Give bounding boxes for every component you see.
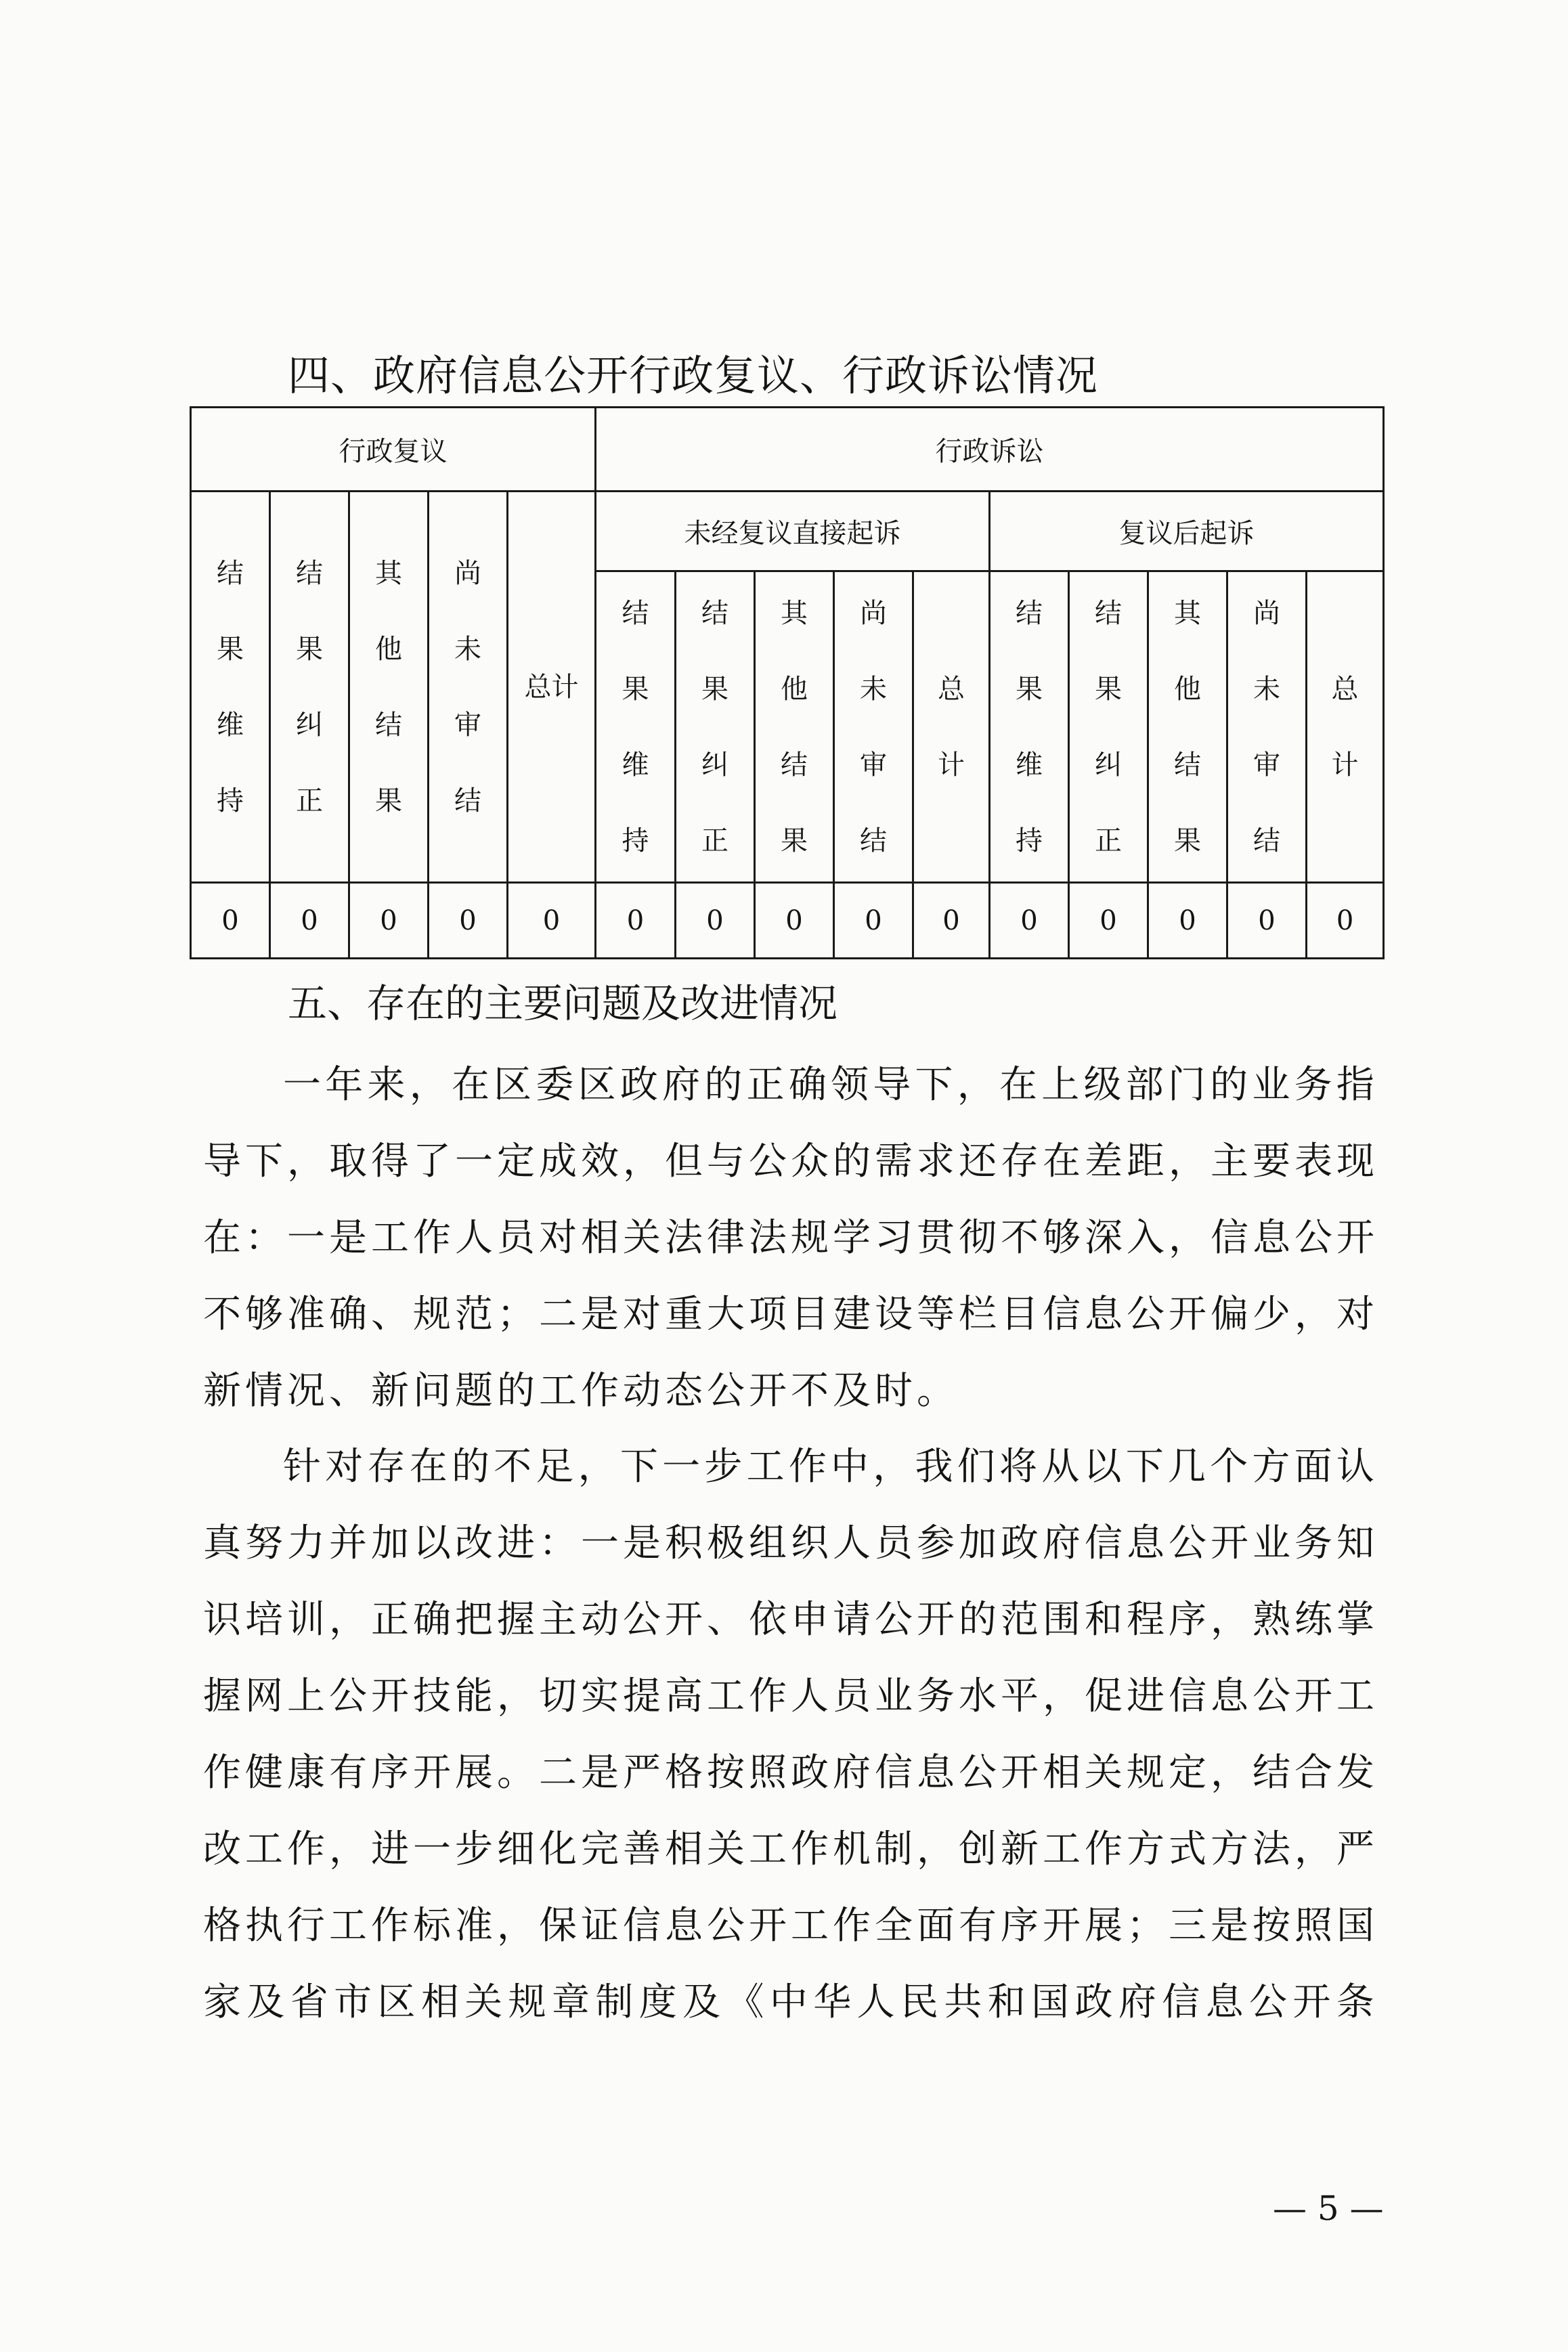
text-line: 家 及 省 市 区 相 关 规 章 制 度 及 《 中 华 人 民 共 和 国 政 府 信 息 公 开 条 (203, 1980, 1374, 2024)
after-col-header: 结果纠正 (1069, 571, 1148, 883)
text-line: 导 下 ， 取 得 了 一 定 成 效 ， 但 与 公 众 的 需 求 还 存 在 差 距 ， 主 要 表 现 (203, 1139, 1374, 1183)
direct-col-header: 总计 (913, 571, 990, 883)
value-cell: 0 (676, 883, 755, 959)
value-cell: 0 (1307, 883, 1384, 959)
direct-col-header: 结果纠正 (676, 571, 755, 883)
section-4-title: 四、政府信息公开行政复议、行政诉讼情况 (288, 351, 1099, 400)
page-number: — 5 — (1273, 2189, 1384, 2228)
review-col-header: 结果纠正 (270, 492, 349, 883)
value-cell: 0 (596, 883, 676, 959)
after-review-suit-header: 复议后起诉 (990, 492, 1384, 571)
value-cell: 0 (913, 883, 990, 959)
text-line: 格 执 行 工 作 标 准 ， 保 证 信 息 公 开 工 作 全 面 有 序 开 展 ； 三 是 按 照 国 (203, 1904, 1374, 1948)
admin-litigation-header: 行政诉讼 (596, 408, 1384, 492)
text-line: 改 工 作 ， 进 一 步 细 化 完 善 相 关 工 作 机 制 ， 创 新 工 作 方 式 方 法 ， 严 (203, 1827, 1374, 1871)
value-cell: 0 (1227, 883, 1307, 959)
review-col-header: 尚未审结 (429, 492, 508, 883)
review-litigation-table (190, 406, 1385, 959)
admin-review-header: 行政复议 (191, 408, 596, 492)
direct-col-header: 其他结果 (755, 571, 834, 883)
value-cell: 0 (1069, 883, 1148, 959)
direct-suit-header: 未经复议直接起诉 (596, 492, 990, 571)
value-cell: 0 (834, 883, 913, 959)
after-col-header: 总计 (1307, 571, 1384, 883)
text-line: 不 够 准 确 、 规 范 ； 二 是 对 重 大 项 目 建 设 等 栏 目 信 息 公 开 偏 少 ， 对 (203, 1292, 1374, 1336)
text-line: 一 年 来 ， 在 区 委 区 政 府 的 正 确 领 导 下 ， 在 上 级 部 门 的 业 务 指 (283, 1063, 1374, 1107)
value-cell: 0 (990, 883, 1069, 959)
value-cell: 0 (270, 883, 349, 959)
review-total-header: 总计 (508, 492, 596, 883)
text-line: 识 培 训 ， 正 确 把 握 主 动 公 开 、 依 申 请 公 开 的 范 围 和 程 序 ， 熟 练 掌 (203, 1598, 1374, 1642)
section-5-title: 五、存在的主要问题及改进情况 (288, 980, 838, 1026)
value-cell: 0 (191, 883, 270, 959)
text-line: 新情况、新问题的工作动态公开不及时。 (203, 1369, 959, 1413)
after-col-header: 其他结果 (1148, 571, 1227, 883)
paragraph-improvements (203, 1429, 1374, 2041)
review-col-header: 其他结果 (349, 492, 429, 883)
value-cell: 0 (508, 883, 596, 959)
value-cell: 0 (1148, 883, 1227, 959)
after-col-header: 尚未审结 (1227, 571, 1307, 883)
direct-col-header: 尚未审结 (834, 571, 913, 883)
value-cell: 0 (755, 883, 834, 959)
value-cell: 0 (349, 883, 429, 959)
review-col-header: 结果维持 (191, 492, 270, 883)
text-line: 真 努 力 并 加 以 改 进 ： 一 是 积 极 组 织 人 员 参 加 政 府 信 息 公 开 业 务 知 (203, 1521, 1374, 1565)
paragraph-problems (203, 1047, 1374, 1429)
value-cell: 0 (429, 883, 508, 959)
after-col-header: 结果维持 (990, 571, 1069, 883)
text-line: 针 对 存 在 的 不 足 ， 下 一 步 工 作 中 ， 我 们 将 从 以 下 几 个 方 面 认 (283, 1445, 1374, 1489)
text-line: 握 网 上 公 开 技 能 ， 切 实 提 高 工 作 人 员 业 务 水 平 ， 促 进 信 息 公 开 工 (203, 1674, 1374, 1718)
text-line: 在 ： 一 是 工 作 人 员 对 相 关 法 律 法 规 学 习 贯 彻 不 够 深 入 ， 信 息 公 开 (203, 1216, 1374, 1260)
text-line: 作 健 康 有 序 开 展 。 二 是 严 格 按 照 政 府 信 息 公 开 相 关 规 定 ， 结 合 发 (203, 1751, 1374, 1795)
direct-col-header: 结果维持 (596, 571, 676, 883)
